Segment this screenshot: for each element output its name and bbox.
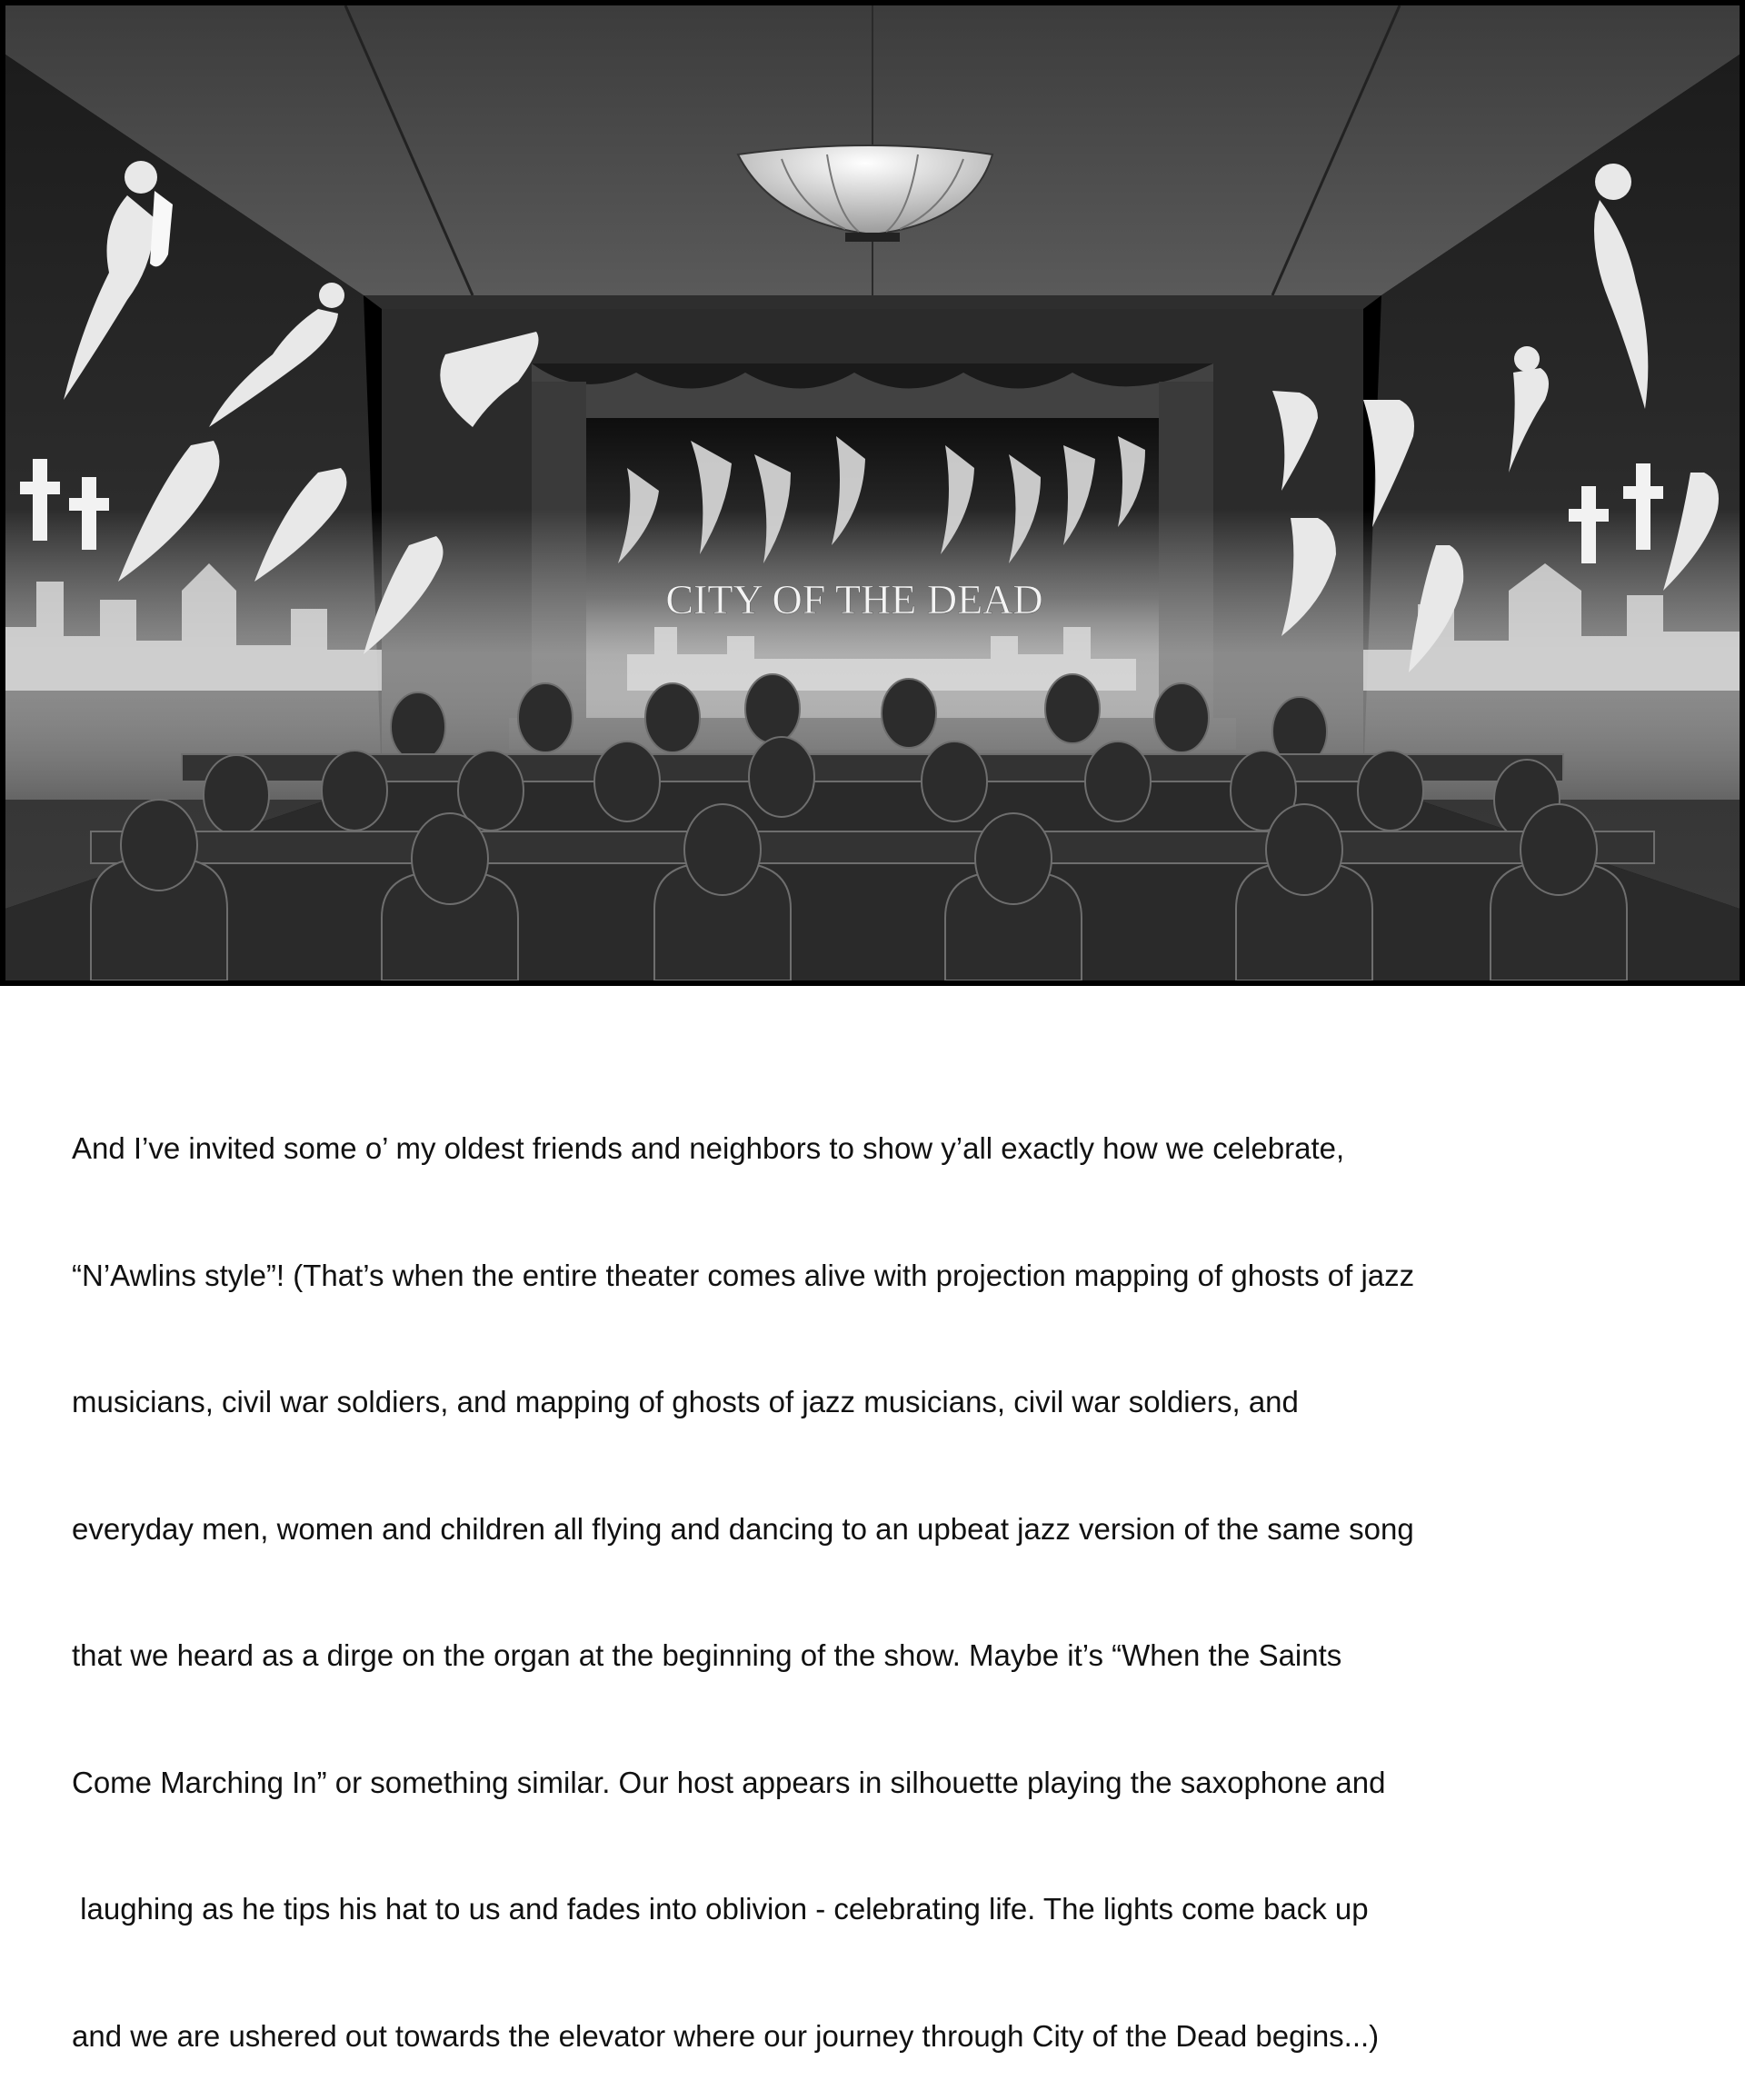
projection-title: CITY OF THE DEAD	[665, 576, 1043, 622]
caption-line: “N’Awlins style”! (That’s when the entire theater comes alive with projection mapping of ghosts of jazz	[72, 1258, 1415, 1292]
caption-line: everyday men, women and children all flying and dancing to an upbeat jazz version of the same song	[72, 1511, 1414, 1546]
storyboard-caption	[72, 1043, 1708, 2100]
caption-line: that we heard as a dirge on the organ at the beginning of the show. Maybe it’s “When the Saints	[72, 1638, 1342, 1672]
caption-line: And I’ve invited some o’ my oldest friends and neighbors to show y’all exactly how we celebrate,	[72, 1131, 1345, 1165]
caption-line: laughing as he tips his hat to us and fades into oblivion - celebrating life. The lights come back up	[72, 1892, 1369, 1926]
caption-line: musicians, civil war soldiers, and mapping of ghosts of jazz musicians, civil war soldiers, and	[72, 1385, 1299, 1418]
caption-line: Come Marching In” or something similar. Our host appears in silhouette playing the saxophone and	[72, 1765, 1386, 1799]
caption-line: and we are ushered out towards the elevator where our journey through City of the Dead begins...)	[72, 2018, 1380, 2053]
theater-scene	[0, 0, 1745, 986]
storyboard-illustration	[0, 0, 1745, 986]
